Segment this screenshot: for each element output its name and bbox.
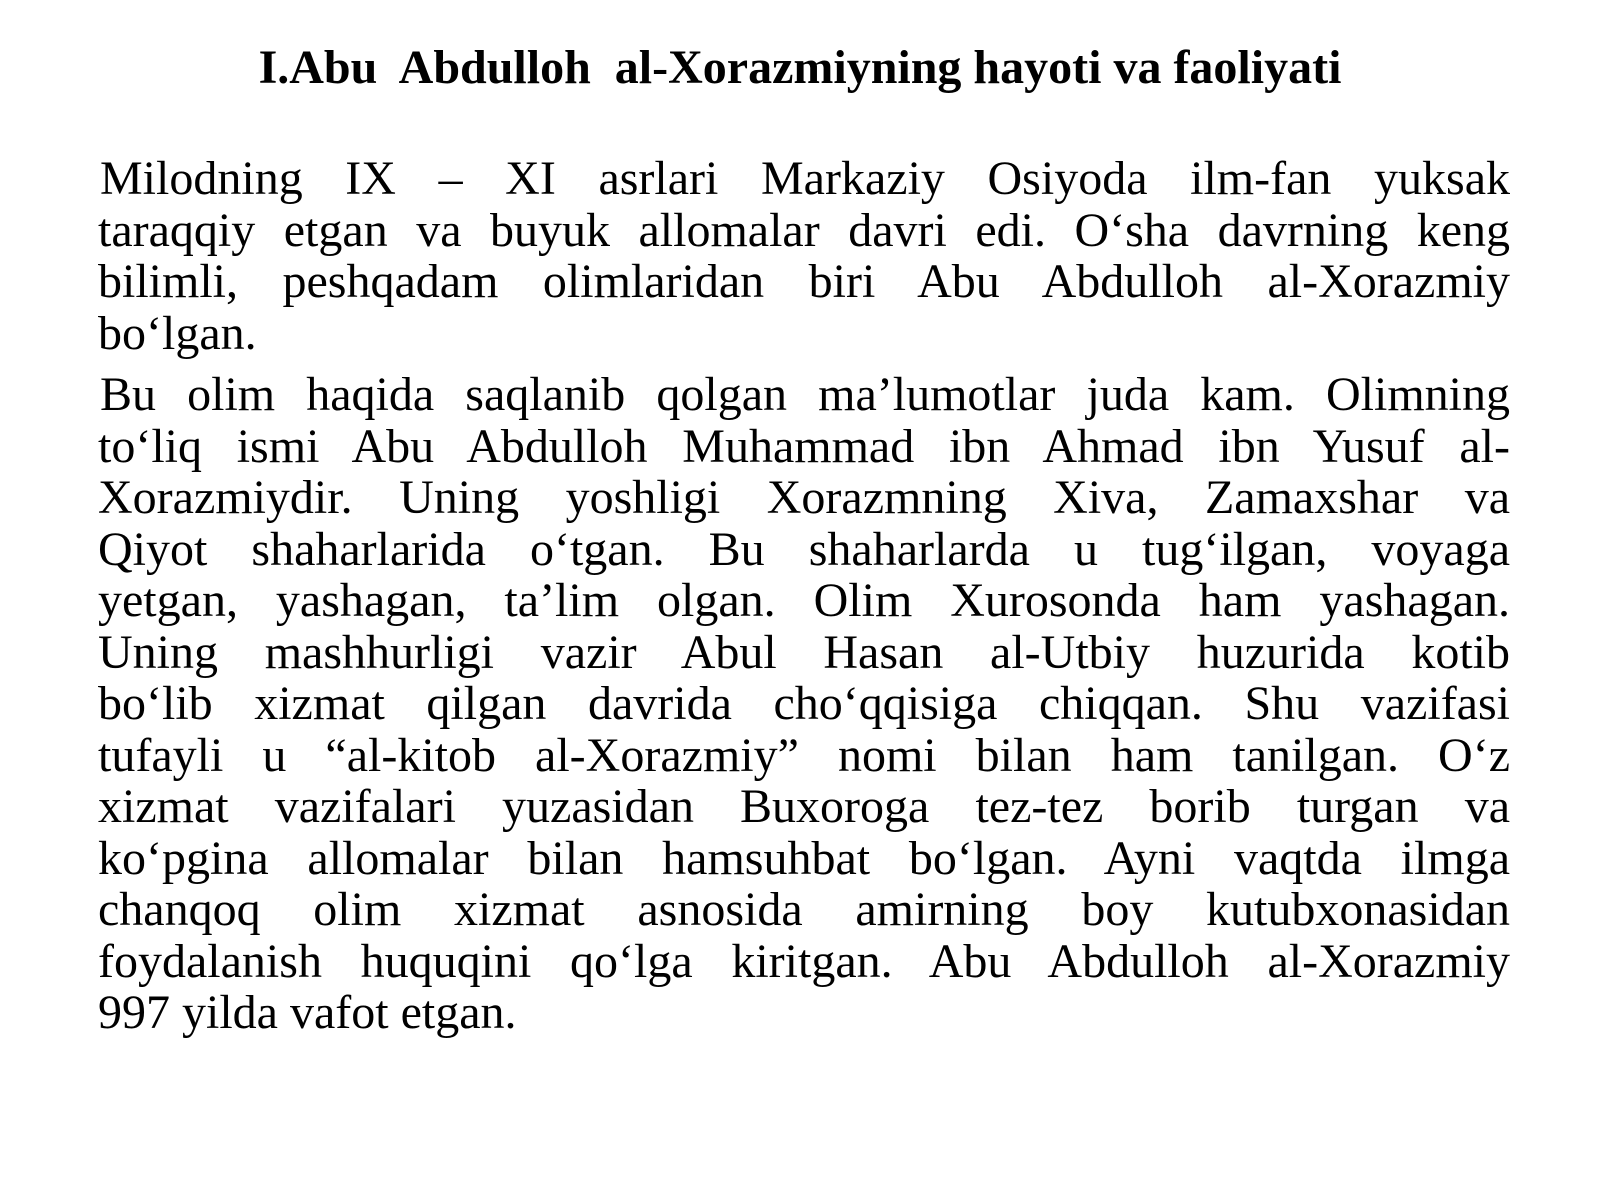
text-line: yetgan, yashagan, ta’lim olgan. Olim Xurosonda ham yashagan. — [98, 574, 1510, 627]
text-line: tufayli u “al-kitob al-Xorazmiy” nomi bilan ham tanilgan. O‘z — [98, 728, 1510, 782]
text-line: Xorazmiydir. Uning yoshligi Xorazmning Xiva, Zamaxshar va — [98, 471, 1510, 524]
text-line: taraqqiy etgan va buyuk allomalar davri edi. O‘sha davrning keng — [98, 203, 1510, 257]
text-line: Milodning IX – XI asrlari Markaziy Osiyoda ilm-fan yuksak — [100, 152, 1510, 205]
text-line: ko‘pgina allomalar bilan hamsuhbat bo‘lgan. Ayni vaqtda ilmga — [98, 831, 1510, 885]
text-line: to‘liq ismi Abu Abdulloh Muhammad ibn Ahmad ibn Yusuf al- — [98, 419, 1510, 473]
text-line: foydalanish huquqini qo‘lga kiritgan. Abu Abdulloh al-Xorazmiy — [98, 934, 1510, 988]
text-line: 997 yilda vafot etgan. — [98, 986, 517, 1039]
text-line: bilimli, peshqadam olimlaridan biri Abu Abdulloh al-Xorazmiy — [98, 255, 1510, 308]
text-line: bo‘lib xizmat qilgan davrida cho‘qqisiga chiqqan. Shu vazifasi — [98, 677, 1510, 730]
text-line: Uning mashhurligi vazir Abul Hasan al-Utbiy huzurida kotib — [98, 625, 1510, 679]
paragraph-1 — [98, 153, 1510, 359]
body-text — [98, 153, 1510, 1049]
page-title: I.Abu Abdulloh al-Xorazmiyning hayoti va faoliyati — [258, 41, 1342, 94]
text-line: chanqoq olim xizmat asnosida amirning boy kutubxonasidan — [98, 883, 1510, 936]
paragraph-2 — [98, 369, 1510, 1039]
text-line: Bu olim haqida saqlanib qolgan ma’lumotlar juda kam. Olimning — [100, 368, 1510, 421]
text-line: Qiyot shaharlarida o‘tgan. Bu shaharlarda u tug‘ilgan, voyaga — [98, 522, 1510, 576]
text-line: xizmat vazifalari yuzasidan Buxoroga tez-tez borib turgan va — [98, 780, 1510, 833]
text-line: bo‘lgan. — [98, 306, 257, 360]
